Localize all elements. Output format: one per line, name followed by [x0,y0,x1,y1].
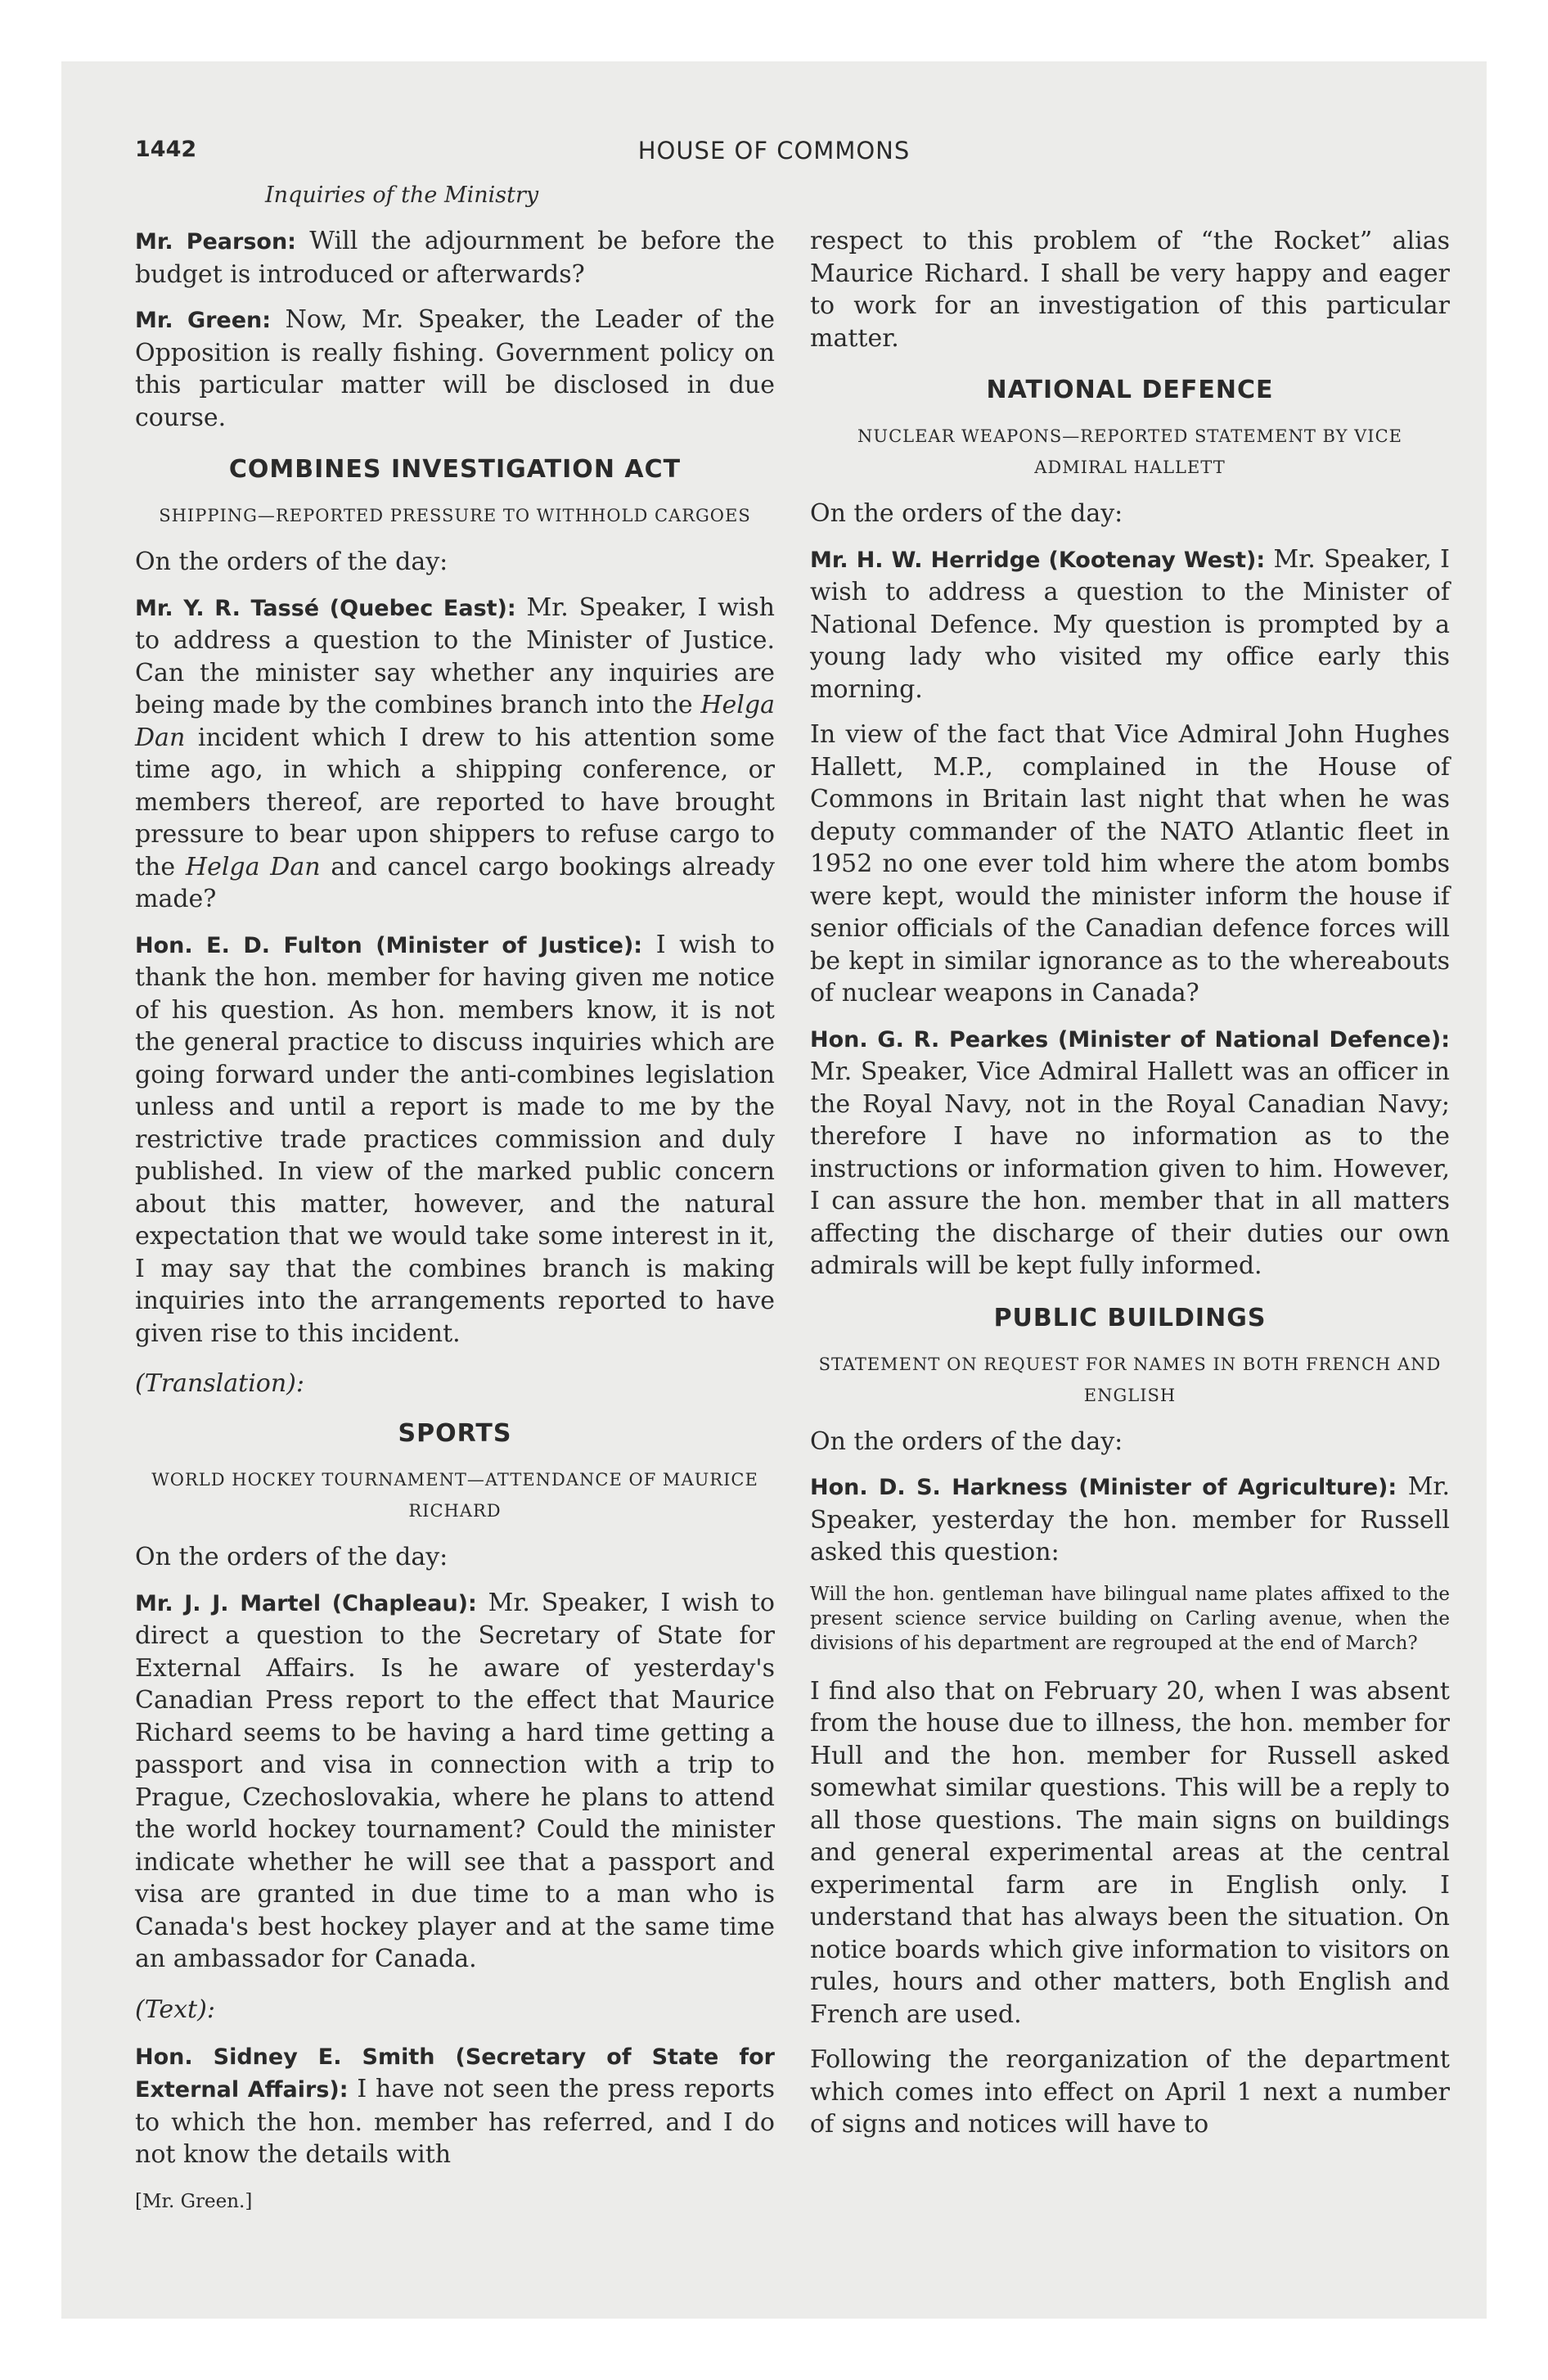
orders-of-day: On the orders of the day: [135,1543,448,1571]
speaker-name: Mr. Green: [135,308,272,333]
orders-of-day: On the orders of the day: [810,1427,1123,1456]
speaker-name: Mr. Pearson: [135,229,296,255]
page [61,61,1487,2319]
page-number: 1442 [135,137,197,162]
text-label: (Text): [135,1995,215,2024]
paragraph: I find also that on February 20, when I was absent from the house due to illness, the hon. member for Hull and the hon. member for Russell asked somewhat similar questions. This will be a reply to all those questions. The main signs on buildings and general experimental areas at the central experimental farm are in English only. I understand that has always been the situation. On notice boards which give information to visitors on rules, hours and other matters, both English and French are used. [810,1676,1450,2029]
section-subheading: SHIPPING—REPORTED PRESSURE TO WITHHOLD CARGOES [159,506,751,525]
footer-note: [Mr. Green.] [135,2190,253,2212]
speaker-name: Hon. Sidney E. Smith (Secretary of State for External Affairs): [135,2044,775,2103]
paragraph: respect to this problem of “the Rocket” alias Maurice Richard. I shall be very happy and eager to work for an investigation of this particular matter. [810,227,1450,353]
paragraph: In view of the fact that Vice Admiral John Hughes Hallett, M.P., complained in the House of Commons in Britain last night that when he was deputy commander of the NATO Atlantic fleet in 1952 no one ever told him where the atom bombs were kept, would the minister inform the house if senior officials of the Canadian defence forces will be kept in similar ignorance as to the whereabouts of nuclear weapons in Canada? [810,720,1450,1007]
section-subheading: STATEMENT ON REQUEST FOR NAMES IN BOTH FRENCH AND ENGLISH [818,1354,1442,1405]
paragraph: Following the reorganization of the department which comes into effect on April 1 next a number of signs and notices will have to [810,2045,1450,2139]
translation-label: (Translation): [135,1369,304,1398]
page-subtitle: Inquiries of the Ministry [265,183,539,208]
ship-name: Helga Dan [185,852,321,881]
paragraph: Mr. H. W. Herridge (Kootenay West): Mr. Speaker, I wish to address a question to the Minister of National Defence. My question is prompted by a young lady who visited my office early this morning. [810,544,1450,704]
paragraph: Hon. D. S. Harkness (Minister of Agriculture): Mr. Speaker, yesterday the hon. member for Russell asked this question: [810,1472,1450,1566]
speaker-name: Mr. H. W. Herridge (Kootenay West): [810,547,1266,573]
paragraph: Mr. Green: Now, Mr. Speaker, the Leader of the Opposition is really fishing. Government policy on this particular matter will be disclosed in due course. [135,305,775,432]
section-subheading: NUCLEAR WEAPONS—REPORTED STATEMENT BY VICE ADMIRAL HALLETT [857,426,1402,477]
page-header [135,137,1413,173]
paragraph: Mr. Pearson: Will the adjournment be before the budget is introduced or afterwards? [135,227,776,289]
quoted-question: Will the hon. gentleman have bilingual name plates affixed to the present science service building on Carling avenue, when the divisions of his department are regrouped at the end of March? [810,1583,1450,1654]
section-subheading: WORLD HOCKEY TOURNAMENT—ATTENDANCE OF MAURICE RICHARD [151,1470,758,1521]
section-heading: COMBINES INVESTIGATION ACT [228,455,682,484]
paragraph: Hon. Sidney E. Smith (Secretary of State for External Affairs): I have not seen the press reports to which the hon. member has referred, and I do not know the details with [135,2044,775,2169]
speaker-name: Hon. E. D. Fulton (Minister of Justice): [135,932,643,958]
section-heading: PUBLIC BUILDINGS [993,1303,1267,1332]
ship-name: Helga Dan [135,691,775,752]
paragraph: Mr. Y. R. Tassé (Quebec East): Mr. Speaker, I wish to address a question to the Minister of Justice. Can the minister say whether any inquiries are being made by the combines branch into the Helga Dan incident which I drew to his attention some time ago, in which a shipping conference, or members thereof, are reported to have brought pressure to bear upon shippers to refuse cargo to the Helga Dan and cancel cargo bookings already made? [135,593,775,913]
orders-of-day: On the orders of the day: [135,548,448,576]
paragraph: Mr. J. J. Martel (Chapleau): Mr. Speaker, I wish to direct a question to the Secretary of State for External Affairs. Is he aware of yesterday's Canadian Press report to the effect that Maurice Richard seems to be having a hard time getting a passport and visa in connection with a trip to Prague, Czechoslovakia, where he plans to attend the world hockey tournament? Could the minister indicate whether he will see that a passport and visa are granted in due time to a man who is Canada's best hockey player and at the same time an ambassador for Canada. [135,1588,775,1973]
speaker-name: Mr. J. J. Martel (Chapleau): [135,1590,477,1616]
left-column [135,225,775,2212]
section-heading: NATIONAL DEFENCE [986,376,1274,404]
speaker-name: Hon. D. S. Harkness (Minister of Agriculture): [810,1475,1397,1500]
section-heading: SPORTS [398,1419,512,1448]
paragraph: Hon. E. D. Fulton (Minister of Justice): I wish to thank the hon. member for having given me notice of his question. As hon. members know, it is not the general practice to discuss inquiries which are going forward under the anti-combines legislation unless and until a report is made to me by the restrictive trade practices commission and duly published. In view of the marked public concern about this matter, however, and the natural expectation that we would take some interest in it, I may say that the combines branch is making inquiries into the arrangements reported to have given rise to this incident. [135,930,775,1348]
speaker-name: Hon. G. R. Pearkes (Minister of National Defence): [810,1026,1450,1053]
paragraph: Hon. G. R. Pearkes (Minister of National Defence): Mr. Speaker, Vice Admiral Hallett was an officer in the Royal Navy, not in the Royal Canadian Navy; therefore I have no information as to the instructions or information given to him. However, I can assure the hon. member that in all matters affecting the discharge of their duties our own admirals will be kept fully informed. [810,1026,1450,1280]
orders-of-day: On the orders of the day: [810,499,1123,528]
right-column [810,225,1450,2154]
speaker-name: Mr. Y. R. Tassé (Quebec East): [135,595,516,621]
page-title: HOUSE OF COMMONS [637,137,911,165]
